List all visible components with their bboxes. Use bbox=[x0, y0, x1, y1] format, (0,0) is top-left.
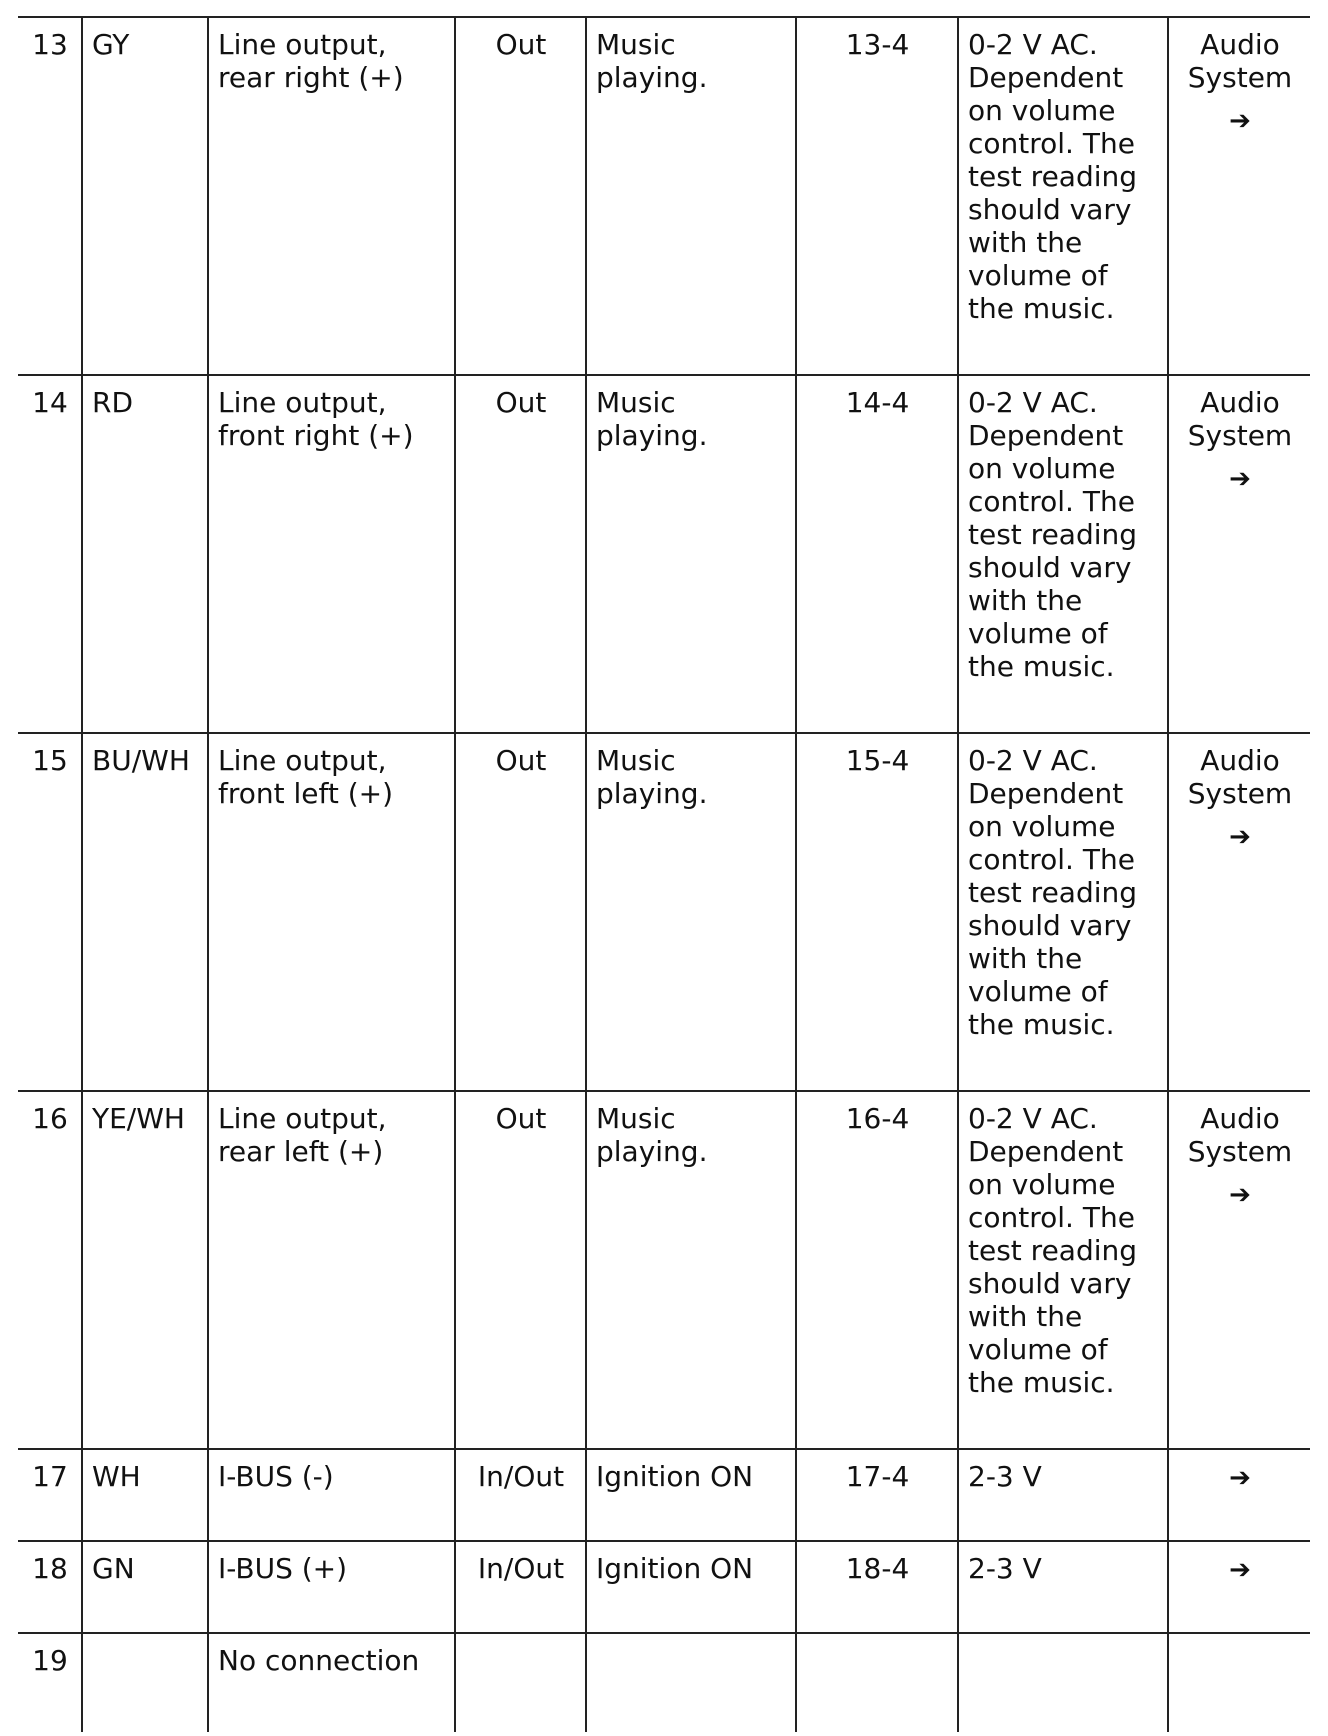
expected-value: 0-2 V AC. Dependent on volume control. The test reading should vary with the volume of the music. bbox=[958, 733, 1168, 1091]
expected-value: 2-3 V bbox=[958, 1449, 1168, 1541]
signal-direction: In/Out bbox=[455, 1449, 586, 1541]
test-condition: Music playing. bbox=[586, 1091, 796, 1449]
table-row bbox=[18, 17, 1310, 375]
pin-description: Line output, rear left (+) bbox=[208, 1091, 455, 1449]
pin-number: 14 bbox=[18, 375, 82, 733]
pin-number: 15 bbox=[18, 733, 82, 1091]
pin-number: 18 bbox=[18, 1541, 82, 1633]
wire-color: WH bbox=[82, 1449, 208, 1541]
test-between: 14-4 bbox=[796, 375, 958, 733]
table-row bbox=[18, 1633, 1310, 1732]
test-between: 18-4 bbox=[796, 1541, 958, 1633]
expected-value: 0-2 V AC. Dependent on volume control. The test reading should vary with the volume of the music. bbox=[958, 1091, 1168, 1449]
test-between: 15-4 bbox=[796, 733, 958, 1091]
reference-cell bbox=[1168, 1091, 1310, 1449]
wire-color: BU/WH bbox=[82, 733, 208, 1091]
arrow-right-icon[interactable]: ➔ bbox=[1229, 822, 1251, 852]
reference-cell bbox=[1168, 1633, 1310, 1732]
arrow-right-icon[interactable]: ➔ bbox=[1229, 1180, 1251, 1210]
pin-number: 13 bbox=[18, 17, 82, 375]
reference-cell bbox=[1168, 17, 1310, 375]
pin-description: No connection bbox=[208, 1633, 455, 1732]
test-condition: Music playing. bbox=[586, 733, 796, 1091]
reference-cell bbox=[1168, 1449, 1310, 1541]
wire-color: YE/WH bbox=[82, 1091, 208, 1449]
test-condition: Ignition ON bbox=[586, 1449, 796, 1541]
pin-description: Line output, front left (+) bbox=[208, 733, 455, 1091]
reference-cell bbox=[1168, 375, 1310, 733]
expected-value: 0-2 V AC. Dependent on volume control. The test reading should vary with the volume of the music. bbox=[958, 375, 1168, 733]
pin-description: I-BUS (+) bbox=[208, 1541, 455, 1633]
expected-value: 2-3 V bbox=[958, 1541, 1168, 1633]
test-condition: Music playing. bbox=[586, 375, 796, 733]
reference-cell bbox=[1168, 733, 1310, 1091]
arrow-right-icon[interactable]: ➔ bbox=[1229, 1555, 1251, 1585]
table-row bbox=[18, 1449, 1310, 1541]
signal-direction: Out bbox=[455, 733, 586, 1091]
reference-cell bbox=[1168, 1541, 1310, 1633]
arrow-right-icon[interactable]: ➔ bbox=[1229, 464, 1251, 494]
test-condition bbox=[586, 1633, 796, 1732]
wire-color: GY bbox=[82, 17, 208, 375]
pin-description: Line output, rear right (+) bbox=[208, 17, 455, 375]
signal-direction: Out bbox=[455, 375, 586, 733]
expected-value: 0-2 V AC. Dependent on volume control. The test reading should vary with the volume of the music. bbox=[958, 17, 1168, 375]
arrow-right-icon[interactable]: ➔ bbox=[1229, 106, 1251, 136]
pin-description: Line output, front right (+) bbox=[208, 375, 455, 733]
signal-direction: Out bbox=[455, 17, 586, 375]
pin-number: 17 bbox=[18, 1449, 82, 1541]
arrow-right-icon[interactable]: ➔ bbox=[1229, 1463, 1251, 1493]
wire-color: RD bbox=[82, 375, 208, 733]
reference-link[interactable]: Audio System bbox=[1187, 744, 1293, 810]
signal-direction bbox=[455, 1633, 586, 1732]
test-condition: Music playing. bbox=[586, 17, 796, 375]
table-row bbox=[18, 375, 1310, 733]
table-row bbox=[18, 1091, 1310, 1449]
reference-link[interactable]: Audio System bbox=[1187, 1102, 1293, 1168]
wire-color: GN bbox=[82, 1541, 208, 1633]
pin-description: I-BUS (-) bbox=[208, 1449, 455, 1541]
pin-number: 16 bbox=[18, 1091, 82, 1449]
table-row bbox=[18, 1541, 1310, 1633]
reference-link[interactable]: Audio System bbox=[1187, 386, 1293, 452]
signal-direction: Out bbox=[455, 1091, 586, 1449]
reference-link[interactable]: Audio System bbox=[1187, 28, 1293, 94]
test-between: 13-4 bbox=[796, 17, 958, 375]
table-row bbox=[18, 733, 1310, 1091]
expected-value bbox=[958, 1633, 1168, 1732]
pin-number: 19 bbox=[18, 1633, 82, 1732]
test-between: 16-4 bbox=[796, 1091, 958, 1449]
test-between: 17-4 bbox=[796, 1449, 958, 1541]
wire-color bbox=[82, 1633, 208, 1732]
test-condition: Ignition ON bbox=[586, 1541, 796, 1633]
pinout-table bbox=[18, 16, 1310, 1732]
test-between bbox=[796, 1633, 958, 1732]
signal-direction: In/Out bbox=[455, 1541, 586, 1633]
